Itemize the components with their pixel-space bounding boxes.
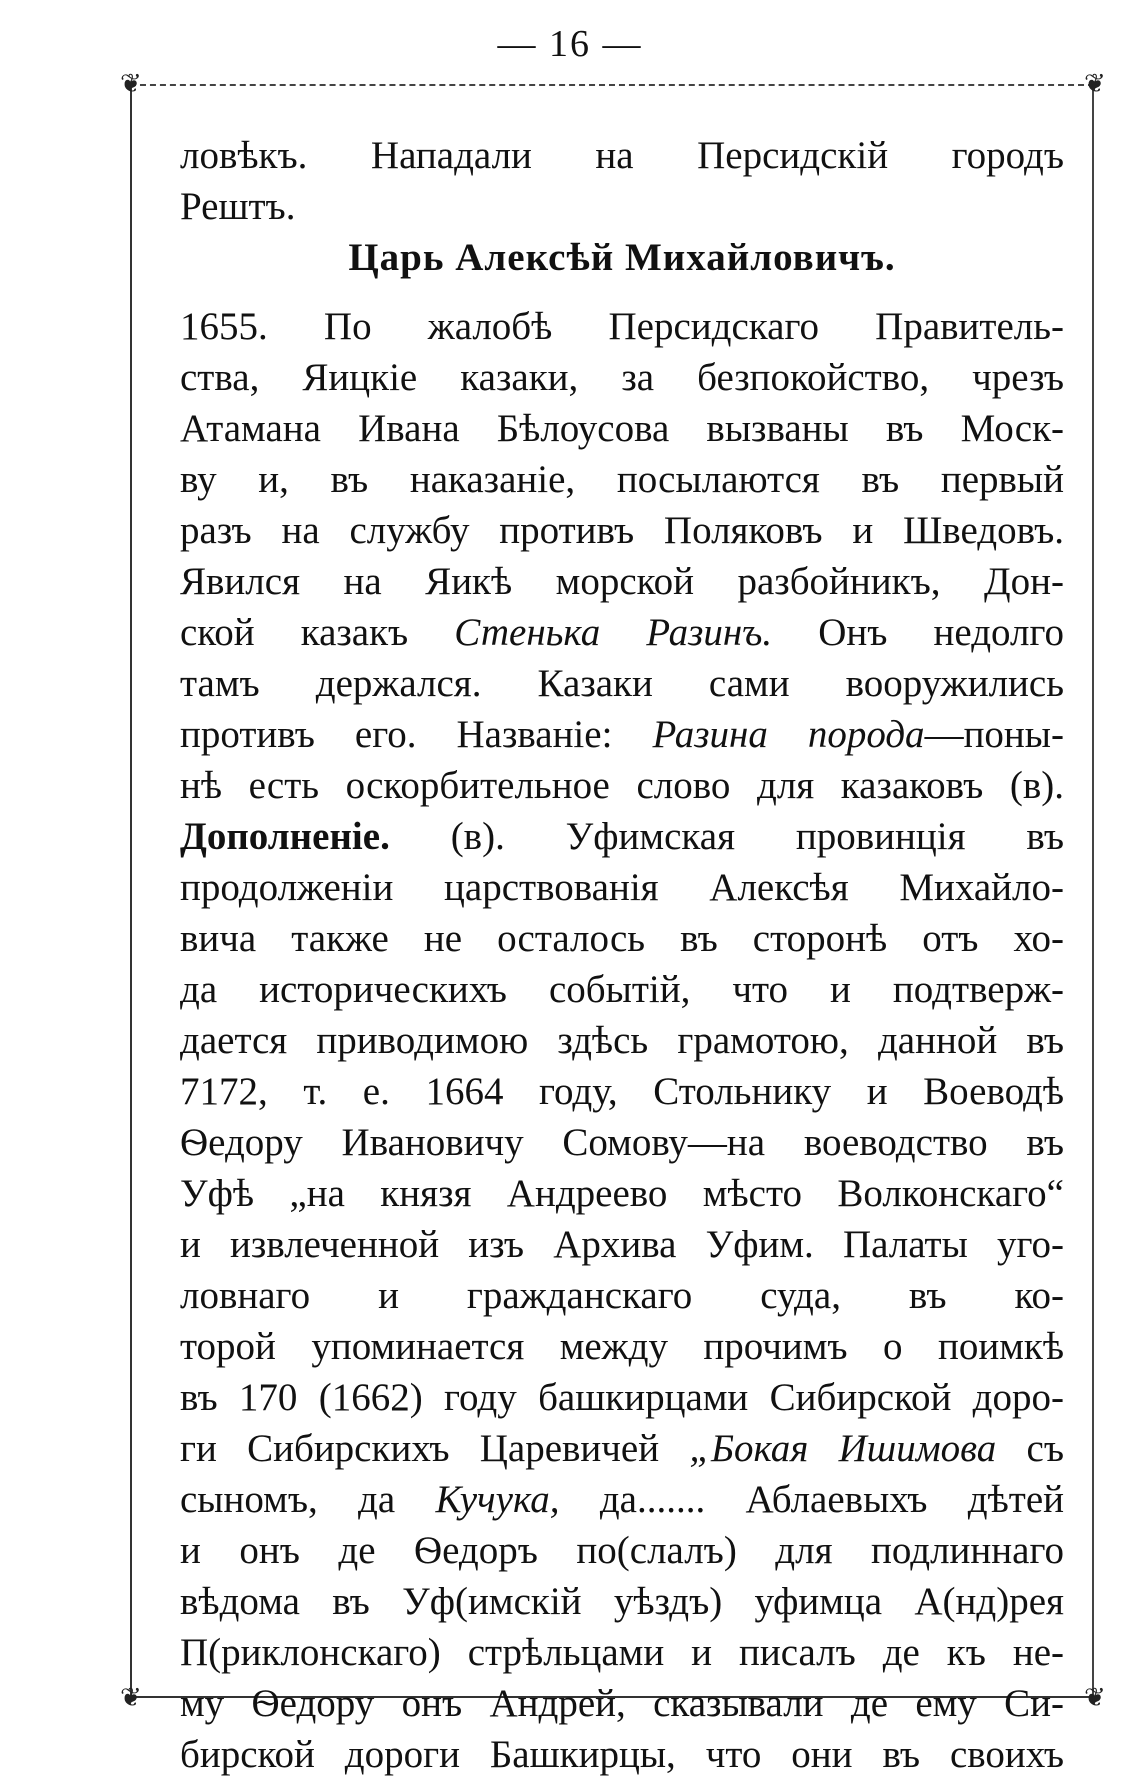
text-line bbox=[180, 709, 1064, 760]
text-line: Уфѣ „на князя Андреево мѣсто Волконскаго“ bbox=[180, 1172, 1064, 1215]
text-line: 7172, т. е. 1664 году, Стольнику и Воеводѣ bbox=[180, 1070, 1064, 1113]
text-line: бирской дороги Башкирцы, что они въ своихъ bbox=[180, 1733, 1064, 1776]
text-line: П(риклонскаго) стрѣльцами и писалъ де къ не- bbox=[180, 1631, 1064, 1674]
text-line: ства, Яицкіе казаки, за безпокойство, чрезъ bbox=[180, 356, 1064, 399]
italic-name: Кучука, bbox=[435, 1478, 560, 1521]
text-fragment: (в). Уфимская провинція въ bbox=[450, 815, 1065, 858]
italic-name: „Бокая Ишимова bbox=[689, 1427, 997, 1470]
text-line: му Ѳедору онъ Андрей, сказывали де ему Си- bbox=[180, 1682, 1064, 1725]
text-line: и онъ де Ѳедоръ по(слалъ) для подлиннаго bbox=[180, 1529, 1064, 1572]
text-line: тамъ держался. Казаки сами вооружились bbox=[180, 662, 1064, 705]
text-line bbox=[180, 1474, 1064, 1525]
text-line: и извлеченной изъ Архива Уфим. Палаты уго- bbox=[180, 1223, 1064, 1266]
text-line: Рештъ. bbox=[180, 185, 296, 228]
text-line: ву и, въ наказаніе, посылаются въ первый bbox=[180, 458, 1064, 501]
text-line bbox=[180, 811, 1064, 862]
corner-ornament-icon: ❦ bbox=[120, 69, 142, 98]
text-fragment: Онъ недолго bbox=[818, 611, 1065, 654]
text-line: нѣ есть оскорбительное слово для казаковъ (в). bbox=[180, 764, 1064, 807]
text-line: вича также не осталось въ сторонѣ отъ хо- bbox=[180, 917, 1064, 960]
corner-ornament-icon: ❦ bbox=[1084, 69, 1106, 98]
corner-ornament-icon: ❦ bbox=[120, 1683, 142, 1712]
text-line: Ѳедору Ивановичу Сомову—на воеводство въ bbox=[180, 1121, 1064, 1164]
text-line: ловнаго и гражданскаго суда, въ ко- bbox=[180, 1274, 1064, 1317]
text-fragment: —поны- bbox=[924, 713, 1064, 756]
text-fragment: да....... Аблаевыхъ дѣтей bbox=[599, 1478, 1065, 1521]
page-border-frame bbox=[120, 69, 1106, 1776]
text-fragment: противъ его. Названіе: bbox=[180, 713, 613, 756]
italic-name: Стенька Разинъ. bbox=[454, 611, 773, 654]
text-line: торой упоминается между прочимъ о поимкѣ bbox=[180, 1325, 1064, 1368]
text-fragment: съ bbox=[1026, 1427, 1065, 1470]
addendum-label: Дополненіе. bbox=[180, 815, 390, 858]
text-line bbox=[180, 607, 1064, 658]
text-line: ловѣкъ. Нападали на Персидскій городъ bbox=[180, 134, 1064, 177]
text-line: 1655. По жалобѣ Персидскаго Правитель- bbox=[180, 305, 1064, 348]
corner-ornament-icon: ❦ bbox=[1084, 1683, 1106, 1712]
text-line: Явился на Яикѣ морской разбойникъ, Дон- bbox=[180, 560, 1064, 603]
text-line: Атамана Ивана Бѣлоусова вызваны въ Моск- bbox=[180, 407, 1064, 450]
text-line: разъ на службу противъ Поляковъ и Шведовъ. bbox=[180, 509, 1064, 552]
text-fragment: ги Сибирскихъ Царевичей bbox=[180, 1427, 660, 1470]
text-fragment: сыномъ, да bbox=[180, 1478, 396, 1521]
page-body bbox=[180, 130, 1064, 1780]
text-line: въ 170 (1662) году башкирцами Сибирской доро- bbox=[180, 1376, 1064, 1419]
italic-phrase: Разина порода bbox=[652, 713, 925, 756]
text-line: продолженіи царствованія Алексѣя Михайло- bbox=[180, 866, 1064, 909]
section-heading: Царь Алексѣй Михайловичъ. bbox=[348, 236, 896, 279]
text-line: дается приводимою здѣсь грамотою, данной въ bbox=[180, 1019, 1064, 1062]
text-line: да историческихъ событій, что и подтверж- bbox=[180, 968, 1064, 1011]
text-line bbox=[180, 1423, 1064, 1474]
text-line: вѣдома въ Уф(имскій уѣздъ) уфимца А(нд)рея bbox=[180, 1580, 1064, 1623]
page-number: — 16 — bbox=[497, 23, 643, 65]
text-fragment: ской казакъ bbox=[180, 611, 409, 654]
